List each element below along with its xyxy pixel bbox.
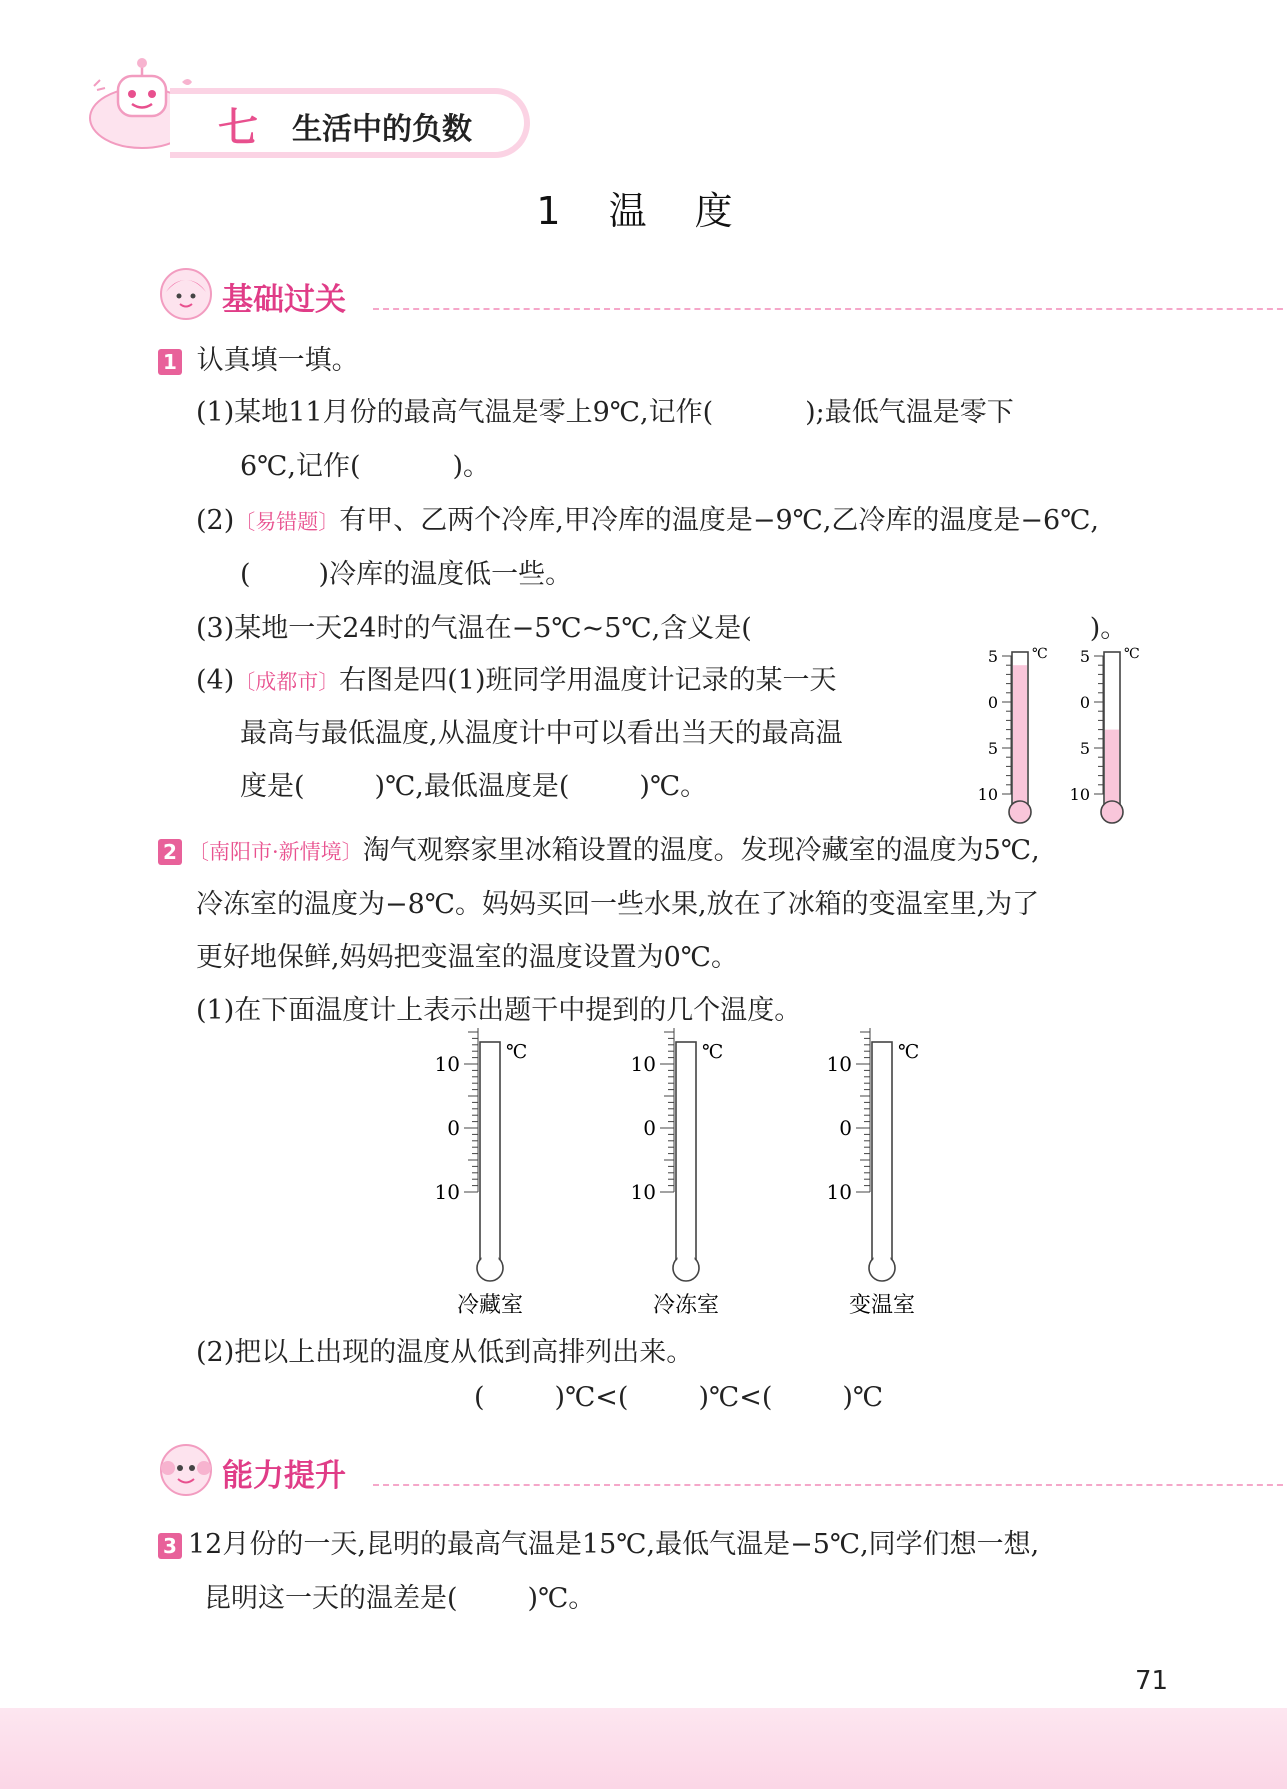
thermometer-liquid xyxy=(1105,730,1119,808)
tick-label: 10 xyxy=(630,1052,656,1076)
question-1-part-2-line-1 xyxy=(196,498,1099,537)
small-thermometers-figure xyxy=(960,640,1140,830)
monkey-mascot-icon xyxy=(158,1442,214,1498)
text: (3)某地一天24时的气温在−5℃~5℃,含义是( xyxy=(196,613,752,644)
bulb-joint xyxy=(874,1252,891,1266)
text: 最高与最低温度,从温度计中可以看出当天的最高温 xyxy=(240,718,843,749)
text: ( xyxy=(474,1382,485,1413)
tick-label: 5 xyxy=(1079,647,1090,666)
question-2-line-1 xyxy=(158,828,1040,867)
question-number-badge: 2 xyxy=(158,839,182,865)
text: 右图是四(1)班同学用温度计记录的某一天 xyxy=(339,665,837,696)
thermometer-caption: 冷冻室 xyxy=(652,1293,720,1318)
question-3-line-2 xyxy=(204,1576,595,1615)
prompt-text: 认真填一填。 xyxy=(196,345,359,376)
chapter-title: 生活中的负数 xyxy=(292,112,472,147)
text: ( xyxy=(240,559,251,590)
tick-label: 5 xyxy=(987,739,998,758)
tick-label: 5 xyxy=(987,647,998,666)
tick-label: 10 xyxy=(826,1052,852,1076)
text: 度是( xyxy=(240,771,305,802)
text: 冷冻室的温度为−8℃。妈妈买回一些水果,放在了冰箱的变温室里,为了 xyxy=(196,889,1040,920)
text: (1)某地11月份的最高气温是零上9℃,记作( xyxy=(196,397,714,428)
tick-label: 10 xyxy=(826,1180,852,1204)
section-header-advanced xyxy=(158,1442,1158,1502)
text: )℃<( xyxy=(698,1382,773,1413)
thermometer-liquid xyxy=(1013,665,1027,808)
question-3-line-1 xyxy=(158,1522,1039,1561)
thermometer-bulb xyxy=(1101,801,1123,823)
text: 12月份的一天,昆明的最高气温是15℃,最低气温是−5℃,同学们想一想, xyxy=(188,1529,1040,1560)
question-1-part-4-line-2 xyxy=(240,711,843,750)
text: 昆明这一天的温差是( xyxy=(204,1583,458,1614)
question-2-sub-1 xyxy=(196,988,801,1027)
text: )℃<( xyxy=(554,1382,629,1413)
tick-label: 10 xyxy=(630,1180,656,1204)
thermometer-tube xyxy=(872,1042,892,1262)
question-number-badge: 1 xyxy=(158,349,182,375)
section-title-basic: 基础过关 xyxy=(222,282,346,318)
question-1-part-4-line-1 xyxy=(196,658,837,697)
text: (2)把以上出现的温度从低到高排列出来。 xyxy=(196,1337,694,1368)
tick-label: 5 xyxy=(1079,739,1090,758)
text: 更好地保鲜,妈妈把变温室的温度设置为0℃。 xyxy=(196,942,738,973)
text: )。 xyxy=(1089,613,1128,644)
text: )℃。 xyxy=(527,1583,596,1614)
chapter-number: 七 xyxy=(218,105,258,151)
question-2-line-2 xyxy=(196,882,1039,921)
unit-label: ℃ xyxy=(506,1041,528,1063)
question-1-prompt xyxy=(158,338,359,377)
tick-label: 10 xyxy=(1069,785,1090,804)
text: )℃,最低温度是( xyxy=(374,771,570,802)
question-1-part-2-line-2 xyxy=(240,552,572,591)
unit-label: ℃ xyxy=(898,1041,920,1063)
text: )。 xyxy=(452,451,491,482)
unit-label: ℃ xyxy=(1032,646,1048,662)
section-divider xyxy=(373,1484,1287,1486)
question-2-order-line xyxy=(474,1382,883,1413)
question-tag: 〔南阳市·新情境〕 xyxy=(188,840,363,864)
tick-label: 10 xyxy=(434,1180,460,1204)
tick-label: 10 xyxy=(977,785,998,804)
page-number: 71 xyxy=(1135,1666,1169,1696)
question-number-badge: 3 xyxy=(158,1533,182,1559)
question-1-part-4-line-3 xyxy=(240,764,707,803)
girl-mascot-icon xyxy=(158,266,214,322)
bottom-decorative-band xyxy=(0,1708,1287,1789)
thermometer-tube xyxy=(676,1042,696,1262)
question-tag: 〔成都市〕 xyxy=(234,670,340,694)
text: (4) xyxy=(196,665,235,696)
question-2-sub-2 xyxy=(196,1330,693,1369)
section-header-basic xyxy=(158,266,1158,326)
fridge-thermometers-figure xyxy=(420,1028,940,1318)
thermometer-bulb xyxy=(1009,801,1031,823)
tick-label: 0 xyxy=(447,1116,460,1140)
question-tag: 〔易错题〕 xyxy=(234,510,340,534)
unit-label: ℃ xyxy=(1124,646,1140,662)
text: )℃ xyxy=(842,1382,884,1413)
text: (1)在下面温度计上表示出题干中提到的几个温度。 xyxy=(196,995,802,1026)
tick-label: 0 xyxy=(987,693,998,712)
bulb-joint xyxy=(678,1252,695,1266)
question-2-line-3 xyxy=(196,935,738,974)
lesson-title: 1 温 度 xyxy=(536,189,751,233)
text: );最低气温是零下 xyxy=(805,397,1014,428)
text: )冷库的温度低一些。 xyxy=(318,559,573,590)
bulb-joint xyxy=(482,1252,499,1266)
tick-label: 0 xyxy=(1079,693,1090,712)
text: 淘气观察家里冰箱设置的温度。发现冷藏室的温度为5℃, xyxy=(362,835,1040,866)
text: )℃。 xyxy=(639,771,708,802)
text: (2) xyxy=(196,505,235,536)
text: 6℃,记作( xyxy=(240,451,361,482)
tick-label: 0 xyxy=(643,1116,656,1140)
tick-label: 10 xyxy=(434,1052,460,1076)
section-title-advanced: 能力提升 xyxy=(222,1458,346,1494)
thermometer-tube xyxy=(480,1042,500,1262)
thermometer-caption: 变温室 xyxy=(848,1293,916,1318)
question-1-part-1-line-1 xyxy=(196,390,1014,429)
unit-label: ℃ xyxy=(702,1041,724,1063)
question-1-part-1-line-2 xyxy=(240,444,490,483)
tick-label: 0 xyxy=(839,1116,852,1140)
section-divider xyxy=(373,308,1287,310)
text: 有甲、乙两个冷库,甲冷库的温度是−9℃,乙冷库的温度是−6℃, xyxy=(339,505,1100,536)
thermometer-caption: 冷藏室 xyxy=(456,1293,524,1318)
